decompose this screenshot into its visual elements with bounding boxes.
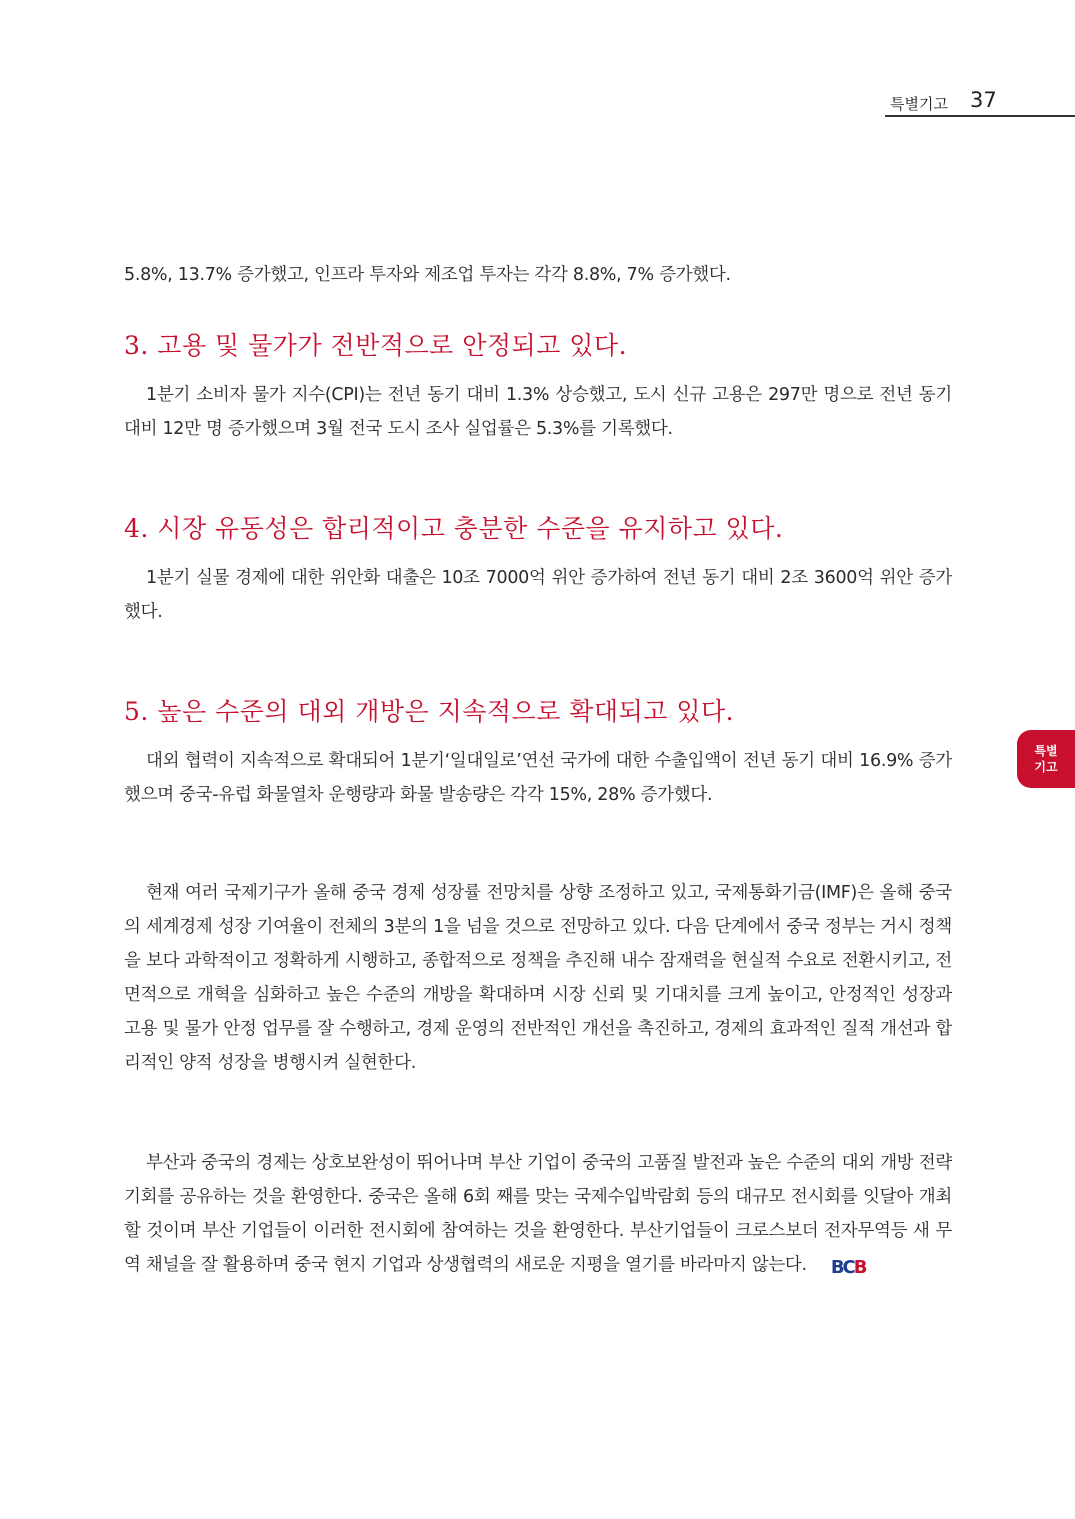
header-rule bbox=[885, 115, 1075, 117]
paragraph-busan-text: 부산과 중국의 경제는 상호보완성이 뛰어나며 부산 기업이 중국의 고품질 발전과 높은 수준의 대외 개방 전략 기회를 공유하는 것을 환영한다. 중국은 올해 6회 째를 맞는 국제수입박람회 등의 대규모 전시회를 잇달아 개최할 것이며 부산 기업들이 이러한 전시회에 참여하는 것을 환영한다. 부산기업들이 크로스보더 전자무역등 새 무역 채널을 잘 활용하며 중국 현지 기업과 상생협력의 새로운 지평을 열기를 바라마지 않는다. bbox=[124, 1153, 952, 1275]
paragraph-outlook: 현재 여러 국제기구가 올해 중국 경제 성장률 전망치를 상향 조정하고 있고, 국제통화기금(IMF)은 올해 중국의 세계경제 성장 기여율이 전체의 3분의 1을 넘을 것으로 전망하고 있다. 다음 단계에서 중국 정부는 거시 정책을 보다 과학적이고 정확하게 시행하고, 종합적으로 정책을 추진해 내수 잠재력을 현실적 수요로 전환시키고, 전면적으로 개혁을 심화하고 높은 수준의 개방을 확대하며 시장 신뢰 및 기대치를 크게 높이고, 안정적인 성장과 고용 및 물가 안정 업무를 잘 수행하고, 경제 운영의 전반적인 개선을 촉진하고, 경제의 효과적인 질적 개선과 합리적인 양적 성장을 병행시켜 실현한다. bbox=[124, 883, 952, 1073]
logo-part2: B bbox=[853, 1257, 866, 1278]
heading-3: 3. 고용 및 물가가 전반적으로 안정되고 있다. bbox=[124, 331, 628, 360]
page-header bbox=[0, 88, 1075, 120]
paragraph-3: 1분기 소비자 물가 지수(CPI)는 전년 동기 대비 1.3% 상승했고, 도시 신규 고용은 297만 명으로 전년 동기 대비 12만 명 증가했으며 3월 전국 도시 조사 실업률은 5.3%를 기록했다. bbox=[124, 385, 952, 439]
paragraph-4: 1분기 실물 경제에 대한 위안화 대출은 10조 7000억 위안 증가하여 전년 동기 대비 2조 3600억 위안 증가했다. bbox=[124, 568, 952, 622]
paragraph-busan bbox=[124, 1146, 952, 1285]
side-tab-line2: 기고 bbox=[1034, 760, 1058, 774]
logo-part1: BC bbox=[830, 1257, 854, 1278]
heading-4: 4. 시장 유동성은 합리적이고 충분한 수준을 유지하고 있다. bbox=[124, 514, 784, 543]
section-side-tab bbox=[1017, 730, 1075, 788]
heading-5: 5. 높은 수준의 대외 개방은 지속적으로 확대되고 있다. bbox=[124, 697, 735, 726]
page-number: 37 bbox=[970, 88, 997, 112]
paragraph-5: 대외 협력이 지속적으로 확대되어 1분기‘일대일로’연선 국가에 대한 수출입액이 전년 동기 대비 16.9% 증가했으며 중국-유럽 화물열차 운행량과 화물 발송량은 각각 15%, 28% 증가했다. bbox=[124, 751, 952, 805]
section-label: 특별기고 bbox=[890, 95, 948, 113]
magazine-logo bbox=[809, 1251, 866, 1285]
side-tab-line1: 특별 bbox=[1034, 744, 1058, 758]
paragraph-continued: 5.8%, 13.7% 증가했고, 인프라 투자와 제조업 투자는 각각 8.8%, 7% 증가했다. bbox=[124, 265, 731, 285]
